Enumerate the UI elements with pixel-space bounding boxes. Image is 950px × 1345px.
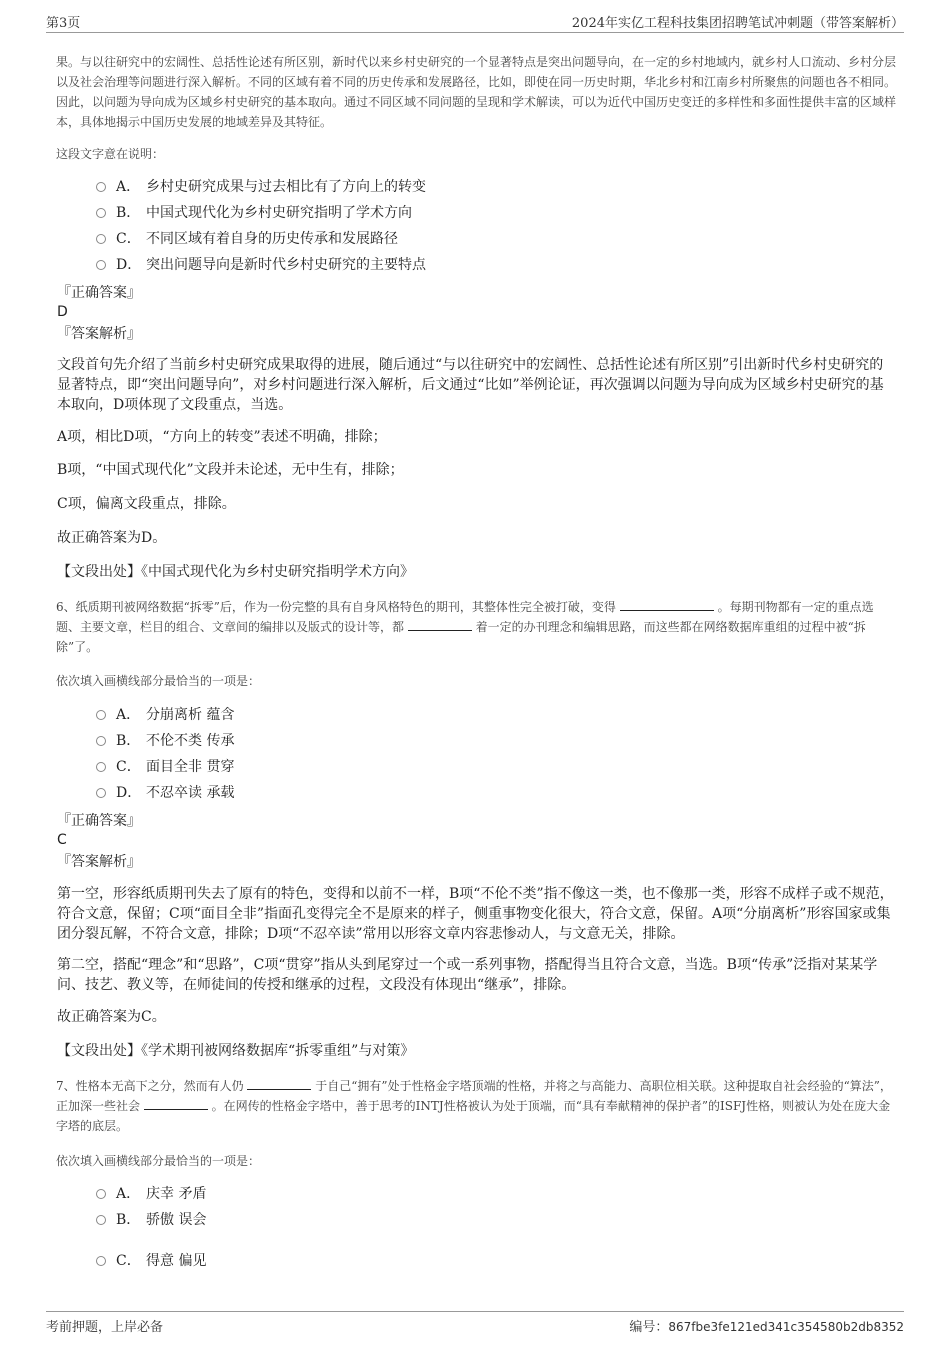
q5-option-b[interactable]: B． 中国式现代化为乡村史研究指明了学术方向 xyxy=(96,203,412,223)
q6-prompt: 依次填入画横线部分最恰当的一项是： xyxy=(56,674,261,688)
page-header xyxy=(46,12,904,33)
radio-icon[interactable] xyxy=(96,710,106,720)
q6-option-a[interactable]: A． 分崩离析 蕴含 xyxy=(96,705,234,725)
q5-analysis-p2: A项，相比D项，“方向上的转变”表述不明确，排除； xyxy=(57,429,387,445)
radio-icon[interactable] xyxy=(96,762,106,772)
q5-source: 【文段出处】《中国式现代化为乡村史研究指明学术方向》 xyxy=(57,564,414,580)
document-code: 编号：867fbe3fe121ed341c354580b2db8352 xyxy=(629,1320,904,1335)
page-footer xyxy=(46,1311,904,1336)
q7-option-a[interactable]: A． 庆幸 矛盾 xyxy=(96,1184,206,1204)
q5-analysis-label: 『答案解析』 xyxy=(57,326,141,342)
radio-icon[interactable] xyxy=(96,234,106,244)
q5-option-a[interactable]: A． 乡村史研究成果与过去相比有了方向上的转变 xyxy=(96,177,426,197)
radio-icon[interactable] xyxy=(96,1256,106,1266)
q6-analysis-p2: 第二空，搭配“理念”和“思路”，C项“贯穿”指从头到尾穿过一个或一系列事物，搭配得当且符合文意，当选。B项“传承”泛指对某某学问、技艺、教义等，在师徒间的传授和继承的过程，文段没有体现出“继承”，排除。 xyxy=(57,957,878,993)
q6-analysis-p1: 第一空，形容纸质期刊失去了原有的特色，变得和以前不一样，B项“不伦不类”指不像这一类，也不像那一类，形容不成样子或不规范，符合文意，保留；C项“面目全非”指面孔变得完全不是原来的样子，侧重事物变化很大，符合文意，保留。A项“分崩离析”形容国家或集团分裂瓦解，不符合文意，排除；D项“不忍卒读”常用以形容文章内容悲惨动人，与文意无关，排除。 xyxy=(57,886,894,942)
radio-icon[interactable] xyxy=(96,1215,106,1225)
q7-stem: 7、性格本无高下之分，然而有人仍 于自己“拥有”处于性格金字塔顶端的性格，并将之与高能力、高职位相关联。这种提取自社会经验的“算法”，正加深一些社会 。在网传的性格金字塔中，善于思考的INTJ性格被认为处于顶端，而“具有奉献精神的保护者”的ISFJ性格，则被认为处在庞大金字塔的底层。 xyxy=(56,1079,892,1133)
q6-analysis-p3: 故正确答案为C。 xyxy=(57,1009,166,1025)
q6-option-c[interactable]: C． 面目全非 贯穿 xyxy=(96,757,234,777)
radio-icon[interactable] xyxy=(96,736,106,746)
radio-icon[interactable] xyxy=(96,182,106,192)
radio-icon[interactable] xyxy=(96,208,106,218)
q6-analysis-label: 『答案解析』 xyxy=(57,854,141,870)
blank-2[interactable] xyxy=(408,618,472,631)
q7-option-b[interactable]: B． 骄傲 误会 xyxy=(96,1210,206,1230)
q5-prompt: 这段文字意在说明： xyxy=(56,147,165,161)
page-number: 第3页 xyxy=(46,16,81,31)
q6-answer: C xyxy=(57,832,67,848)
q6-option-b[interactable]: B． 不伦不类 传承 xyxy=(96,731,234,751)
q6-source: 【文段出处】《学术期刊被网络数据库“拆零重组”与对策》 xyxy=(57,1043,415,1059)
radio-icon[interactable] xyxy=(96,788,106,798)
q5-passage: 果。与以往研究中的宏阔性、总括性论述有所区别，新时代以来乡村史研究的一个显著特点是突出问题导向，在一定的乡村地域内，就乡村人口流动、乡村分层以及社会治理等问题进行深入解析。不同的区域有着不同的历史传承和发展路径，比如，即使在同一历史时期，华北乡村和江南乡村所聚焦的问题也各不相同。因此，以问题为导向成为区域乡村史研究的基本取向。通过不同区域不同问题的呈现和学术解读，可以为近代中国历史变迁的多样性和多面性提供丰富的区域样本，具体地揭示中国历史发展的地域差异及其特征。 xyxy=(56,55,897,129)
q5-option-c[interactable]: C． 不同区域有着自身的历史传承和发展路径 xyxy=(96,229,398,249)
document-title: 2024年实亿工程科技集团招聘笔试冲刺题（带答案解析） xyxy=(571,16,904,31)
q5-option-d[interactable]: D． 突出问题导向是新时代乡村史研究的主要特点 xyxy=(96,255,426,275)
blank-1[interactable] xyxy=(247,1077,311,1090)
blank-1[interactable] xyxy=(620,598,714,611)
q5-analysis-p4: C项，偏离文段重点，排除。 xyxy=(57,496,236,512)
q7-option-c[interactable]: C． 得意 偏见 xyxy=(96,1251,206,1271)
q6-option-d[interactable]: D． 不忍卒读 承载 xyxy=(96,783,234,803)
radio-icon[interactable] xyxy=(96,260,106,270)
footer-slogan: 考前押题，上岸必备 xyxy=(46,1320,164,1335)
radio-icon[interactable] xyxy=(96,1189,106,1199)
q5-analysis-p3: B项，“中国式现代化”文段并未论述，无中生有，排除； xyxy=(57,462,404,478)
q7-prompt: 依次填入画横线部分最恰当的一项是： xyxy=(56,1154,261,1168)
q6-stem: 6、纸质期刊被网络数据“拆零”后，作为一份完整的具有自身风格特色的期刊，其整体性完全被打破，变得 。每期刊物都有一定的重点选题、主要文章，栏目的组合、文章间的编排以及版式的设计等，都 着一定的办刊理念和编辑思路，而这些都在网络数据库重组的过程中被“拆除”了。 xyxy=(56,600,874,654)
q5-analysis-p5: 故正确答案为D。 xyxy=(57,530,167,546)
q5-answer-label: 『正确答案』 xyxy=(57,285,141,301)
q5-analysis-p1: 文段首句先介绍了当前乡村史研究成果取得的进展，随后通过“与以往研究中的宏阔性、总括性论述有所区别”引出新时代乡村史研究的显著特点，即“突出问题导向”，对乡村问题进行深入解析，后文通过“比如”举例论证，再次强调以问题为导向成为区域乡村史研究的基本取向，D项体现了文段重点，当选。 xyxy=(57,357,884,413)
q5-answer: D xyxy=(57,304,68,320)
blank-2[interactable] xyxy=(144,1097,208,1110)
q6-answer-label: 『正确答案』 xyxy=(57,813,141,829)
